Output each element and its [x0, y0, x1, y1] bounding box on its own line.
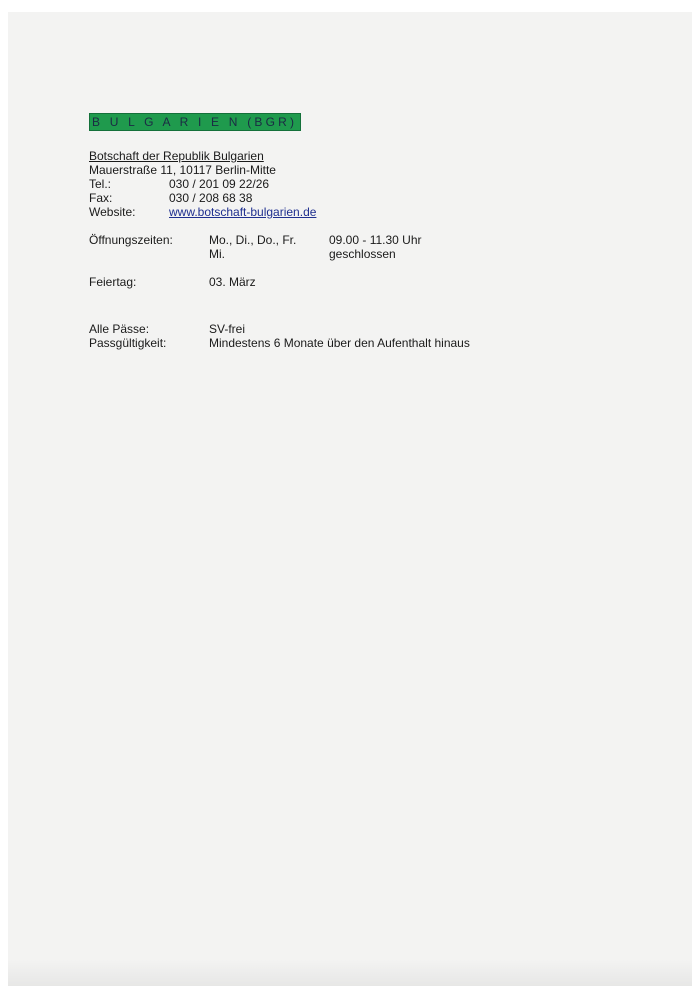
website-link[interactable]: www.botschaft-bulgarien.de [169, 205, 317, 219]
holiday-value: 03. März [209, 275, 256, 289]
opening-time-1: 09.00 - 11.30 Uhr [329, 233, 422, 247]
all-passports-value: SV-frei [209, 322, 246, 336]
opening-hours [89, 233, 470, 261]
all-passports-label: Alle Pässe: [89, 322, 150, 336]
document-page [8, 12, 692, 986]
embassy-contact [89, 149, 470, 219]
tel-label: Tel.: [89, 177, 112, 191]
tel-value: 030 / 201 09 22/26 [169, 177, 270, 191]
opening-days-1: Mo., Di., Do., Fr. [209, 233, 297, 247]
holiday-label: Feiertag: [89, 275, 137, 289]
fax-value: 030 / 208 68 38 [169, 191, 253, 205]
website-label: Website: [89, 205, 136, 219]
holiday [89, 275, 470, 289]
opening-hours-label: Öffnungszeiten: [89, 233, 173, 247]
passport-info [89, 322, 470, 350]
country-heading: B U L G A R I E N (BGR) [89, 113, 301, 131]
passport-validity-value: Mindestens 6 Monate über den Aufenthalt hinaus [209, 336, 470, 350]
embassy-name: Botschaft der Republik Bulgarien [89, 149, 264, 163]
document-content [89, 113, 470, 350]
fax-label: Fax: [89, 191, 113, 205]
opening-days-2: Mi. [209, 247, 225, 261]
passport-validity-label: Passgültigkeit: [89, 336, 167, 350]
opening-time-2: geschlossen [329, 247, 396, 261]
embassy-address: Mauerstraße 11, 10117 Berlin-Mitte [89, 163, 276, 177]
